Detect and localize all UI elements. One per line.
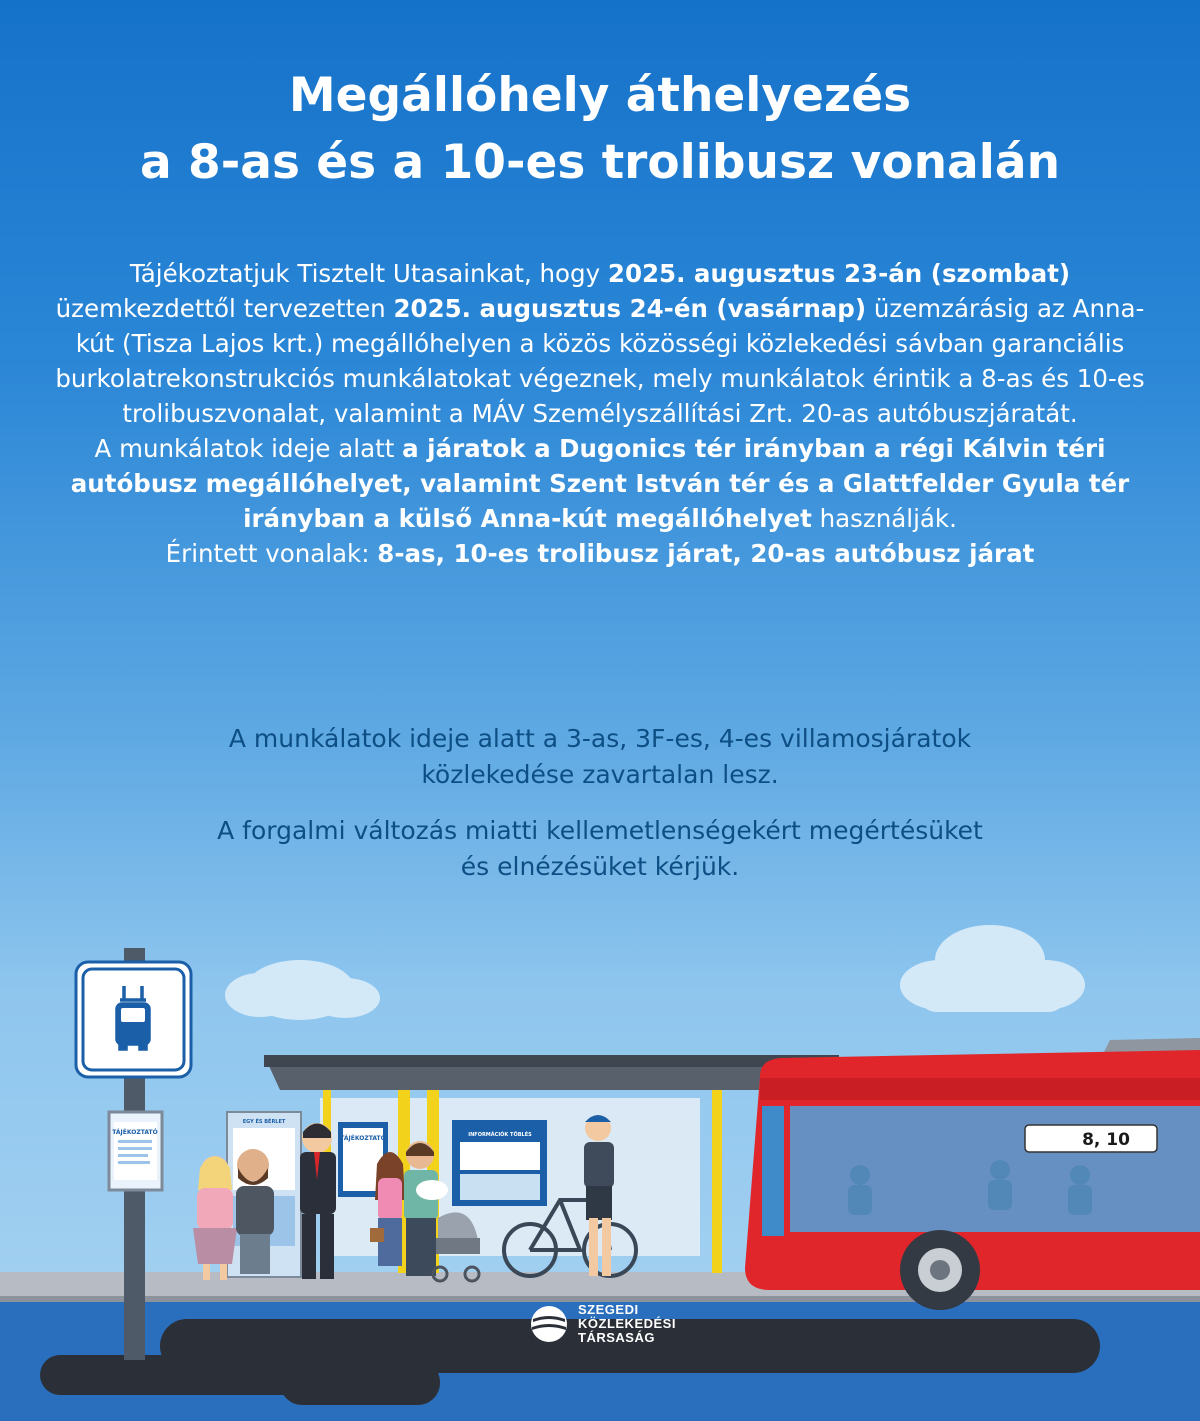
cloud-right (900, 925, 1085, 1012)
cloud-left (225, 960, 380, 1020)
start-date: 2025. augusztus 23-án (szombat) (607, 259, 1071, 288)
red-bus (745, 1038, 1200, 1310)
brand-line-1: SZEGEDI (578, 1302, 639, 1317)
tram-note (40, 721, 1160, 793)
affected-lines: 8-as, 10-es trolibusz járat, 20-as autóbusz járat (377, 539, 1035, 568)
notice-paragraph-1 (40, 256, 1160, 431)
person-woman-blonde (193, 1156, 237, 1280)
brand-line-2: KÖZLEKEDÉSI (578, 1316, 676, 1331)
notice-paragraph-3 (40, 536, 1160, 571)
bus-route-display: 8, 10 (1082, 1130, 1130, 1150)
map-board-label: EGY ÉS BÉRLET (242, 1119, 286, 1125)
brand-line-3: TÁRSASÁG (578, 1330, 655, 1345)
notice-text (40, 256, 1160, 571)
notice-text-span: üzemkezdettől tervezetten (55, 294, 394, 323)
sign-board-left-label: TÁJÉKOZTATÓ (112, 1129, 158, 1136)
sign-board-left (109, 1112, 162, 1190)
notice-text-span: Érintett vonalak: (165, 539, 378, 568)
szkt-logo-icon (528, 1303, 570, 1345)
title-line-1: Megállóhely áthelyezés (288, 68, 912, 123)
brand-logo (528, 1303, 676, 1345)
brand-name (578, 1303, 676, 1345)
notice-board-heading: INFORMÁCIÓK TÖBLÉS (468, 1132, 532, 1138)
page-title (0, 62, 1200, 196)
tram-note-line-2: közlekedése zavartalan lesz. (421, 760, 779, 789)
notice-text-span: A munkálatok ideje alatt (94, 434, 403, 463)
notice-text-span: Tájékoztatjuk Tisztelt Utasainkat, hogy (129, 259, 608, 288)
apology-line-2: és elnézésüket kérjük. (460, 852, 740, 881)
shelter-poster-label: TÁJÉKOZTATÓ (340, 1135, 386, 1142)
temporary-stops: a járatok a Dugonics tér irányban a régi Kálvin téri autóbusz megállóhelyet, valamint Szent István tér és a Glattfelder Gyula tér irányban a külső Anna-kút megállóhelyet (70, 434, 1130, 533)
person-man-beard (236, 1149, 274, 1274)
notice-text-span: üzemzárásig az Anna-kút (Tisza Lajos krt.) megállóhelyen a közös közösségi közlekedési sávban garanciális burkolatrekonstrukciós munkálatokat végeznek, mely munkálatok érintik a 8-as és 10-es trolibuszvonalat, valamint a MÁV Személyszállítási Zrt. 20-as autóbuszjáratát. (55, 294, 1145, 428)
end-date: 2025. augusztus 24-én (vasárnap) (393, 294, 867, 323)
apology-note (40, 813, 1160, 885)
notice-text-span: használják. (811, 504, 957, 533)
tram-note-line-1: A munkálatok ideje alatt a 3-as, 3F-es, 4-es villamosjáratok (228, 724, 972, 753)
notice-paragraph-2 (40, 431, 1160, 536)
title-line-2: a 8-as és a 10-es trolibusz vonalán (139, 135, 1061, 190)
apology-line-1: A forgalmi változás miatti kellemetlenségekért megértésüket (217, 816, 983, 845)
